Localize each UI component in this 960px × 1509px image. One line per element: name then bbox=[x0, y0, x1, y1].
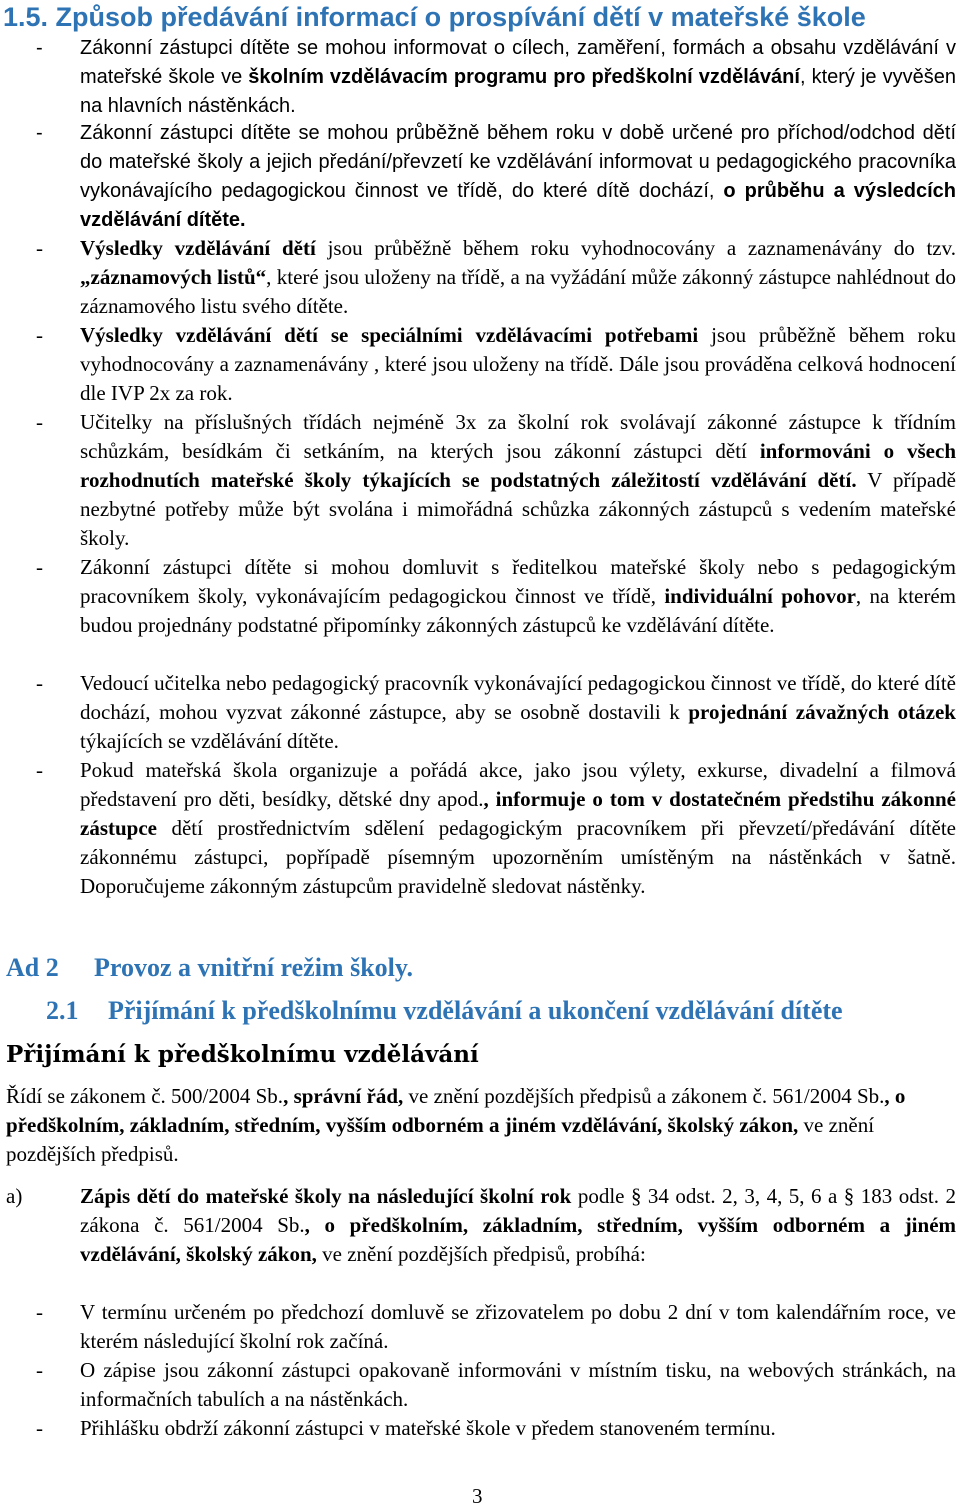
bold-text: projednání závažných otázek bbox=[688, 700, 956, 724]
list-item-7 bbox=[80, 669, 956, 756]
dash: - bbox=[36, 236, 43, 260]
dash: - bbox=[36, 758, 43, 782]
dash: - bbox=[36, 1416, 43, 1440]
dash: - bbox=[36, 1300, 43, 1324]
heading-prijimani: Přijímání k předškolnímu vzdělávání bbox=[6, 1041, 479, 1068]
bold-text: o průběhu a výsledcích vzdělávání dítěte. bbox=[80, 180, 956, 231]
text: Zákonní zástupci dítěte si mohou domluvit s ředitelkou mateřské školy nebo s pedagogickým pracovníkem školy, vykonávajícím pedagogickou činnost ve třídě, bbox=[80, 555, 956, 608]
text: dětí prostřednictvím sdělení pedagogickým pracovníkem při převzetí/předávání dítěte zákonnému zástupci, popřípadě písemným upozorněním umístěným na nástěnkách v šatně. Doporučujeme zákonným zástupcům pravidelně sledovat nástěnky. bbox=[80, 816, 956, 898]
list-item-3 bbox=[80, 234, 956, 321]
text: jsou průběžně během roku vyhodnocovány a zaznamenávány do tzv. bbox=[315, 236, 956, 260]
text: jsou průběžně během roku vyhodnocovány a zaznamenávány , které jsou uloženy na třídě. Dále jsou prováděna celková hodnocení dle IVP 2x za rok. bbox=[80, 323, 956, 405]
text: ve znění pozdějších předpisů a zákonem č. 561/2004 Sb. bbox=[403, 1084, 885, 1108]
text: Vedoucí učitelka nebo pedagogický pracovník vykonávající pedagogickou činnost ve třídě, do které dítě dochází, mohou vyzvat zákonné zástupce, aby se osobně dostavili k bbox=[80, 671, 956, 724]
sub-item-1: V termínu určeném po předchozí domluvě se zřizovatelem po dobu 2 dní v tom kalendářním roce, ve kterém následující školní rok začíná. bbox=[80, 1300, 956, 1353]
heading-1-5: 1.5. Způsob předávání informací o prospívání dětí v mateřské škole bbox=[3, 2, 866, 32]
bold-text: „záznamových listů“ bbox=[80, 265, 267, 289]
text: Zákonní zástupci dítěte se mohou průběžně během roku v době určené pro příchod/odchod dětí do mateřské školy a jejich předání/převzetí ke vzdělávání informovat u pedagogického pracovníka vykonávajícího pedagogickou činnost ve třídě, do které dítě dochází, bbox=[80, 122, 956, 202]
sub-item-2: O zápise jsou zákonní zástupci opakovaně informováni v místním tisku, na webových stránkách, na informačních tabulích a na nástěnkách. bbox=[80, 1358, 956, 1411]
bold-text: , o předškolním, základním, středním, vyšším odborném a jiném vzdělávání, školský zákon, bbox=[80, 1213, 957, 1266]
text: , které jsou uloženy na třídě, a na vyžádání může zákonný zástupce nahlédnout do záznamového listu svého dítěte. bbox=[80, 265, 956, 318]
bold-text: školním vzdělávacím programu pro předškolní vzdělávání bbox=[248, 66, 800, 88]
list-item-6 bbox=[80, 553, 956, 640]
text: podle § 34 odst. 2, 3, 4, 5, 6 a § 183 odst. 2 zákona č. 561/2004 Sb. bbox=[80, 1184, 956, 1237]
list-item-8 bbox=[80, 756, 956, 901]
bold-text: , o předškolním, základním, středním, vyšším odborném a jiném vzdělávání, školský zákon, bbox=[6, 1084, 906, 1137]
bold-text: Výsledky vzdělávání dětí bbox=[80, 236, 316, 260]
heading-2-1-number: 2.1 bbox=[46, 996, 79, 1025]
bold-text: , informuje o tom v dostatečném předstihu zákonné zástupce bbox=[80, 787, 957, 840]
bold-text: informováni o všech rozhodnutích mateřské školy týkajících se podstatných záležitostí vzdělávání dětí. bbox=[80, 439, 957, 492]
ad2-title: Provoz a vnitřní režim školy. bbox=[94, 953, 413, 982]
dash: - bbox=[36, 410, 43, 434]
text: ve znění pozdějších předpisů, probíhá: bbox=[316, 1242, 646, 1266]
text: , který je vyvěšen na hlavních nástěnkách. bbox=[80, 66, 956, 117]
bold-text: , správní řád, bbox=[283, 1084, 404, 1108]
text: , na kterém budou projednány podstatné připomínky zákonných zástupců ke vzdělávání dítěte. bbox=[80, 584, 957, 637]
dash: - bbox=[36, 1358, 43, 1382]
ad2-label: Ad 2 bbox=[6, 953, 59, 982]
text: Řídí se zákonem č. 500/2004 Sb. bbox=[6, 1084, 284, 1108]
dash: - bbox=[36, 555, 43, 579]
heading-2-1-title: Přijímání k předškolnímu vzdělávání a ukončení vzdělávání dítěte bbox=[108, 996, 843, 1025]
page-number: 3 bbox=[472, 1484, 483, 1508]
list-item-a bbox=[80, 1182, 956, 1269]
bold-text: Výsledky vzdělávání dětí se speciálními vzdělávacími potřebami bbox=[80, 323, 699, 347]
text: Učitelky na příslušných třídách nejméně 3x za školní rok svolávají zákonné zástupce k třídním schůzkám, besídkám či setkáním, na kterých jsou zákonní zástupci dětí bbox=[80, 410, 956, 463]
sub-item-3: Přihlášku obdrží zákonní zástupci v mateřské škole v předem stanoveném termínu. bbox=[80, 1416, 776, 1440]
text: týkajících se vzdělávání dítěte. bbox=[80, 729, 339, 753]
law-paragraph bbox=[6, 1082, 936, 1169]
text: Zákonní zástupci dítěte se mohou informovat o cílech, zaměření, formách a obsahu vzdělávání v mateřské škole ve bbox=[80, 37, 956, 88]
dash: - bbox=[36, 671, 43, 695]
list-item-5 bbox=[80, 408, 956, 553]
list-item-1 bbox=[80, 34, 956, 121]
dash: - bbox=[36, 37, 43, 59]
bold-text: Zápis dětí do mateřské školy na následující školní rok bbox=[80, 1184, 572, 1208]
text: Pokud mateřská škola organizuje a pořádá akce, jako jsou výlety, exkurse, divadelní a filmová představení pro děti, besídky, dětské dny apod. bbox=[80, 758, 956, 811]
bold-text: individuální pohovor bbox=[664, 584, 856, 608]
list-item-2 bbox=[80, 119, 956, 235]
dash: - bbox=[36, 323, 43, 347]
list-marker-a: a) bbox=[6, 1184, 23, 1208]
dash: - bbox=[36, 122, 43, 144]
text: ve znění pozdějších předpisů. bbox=[6, 1113, 875, 1166]
text: V případě nezbytné potřeby může být svolána i mimořádná schůzka zákonných zástupců s vedením mateřské školy. bbox=[80, 468, 956, 550]
list-item-4 bbox=[80, 321, 956, 408]
